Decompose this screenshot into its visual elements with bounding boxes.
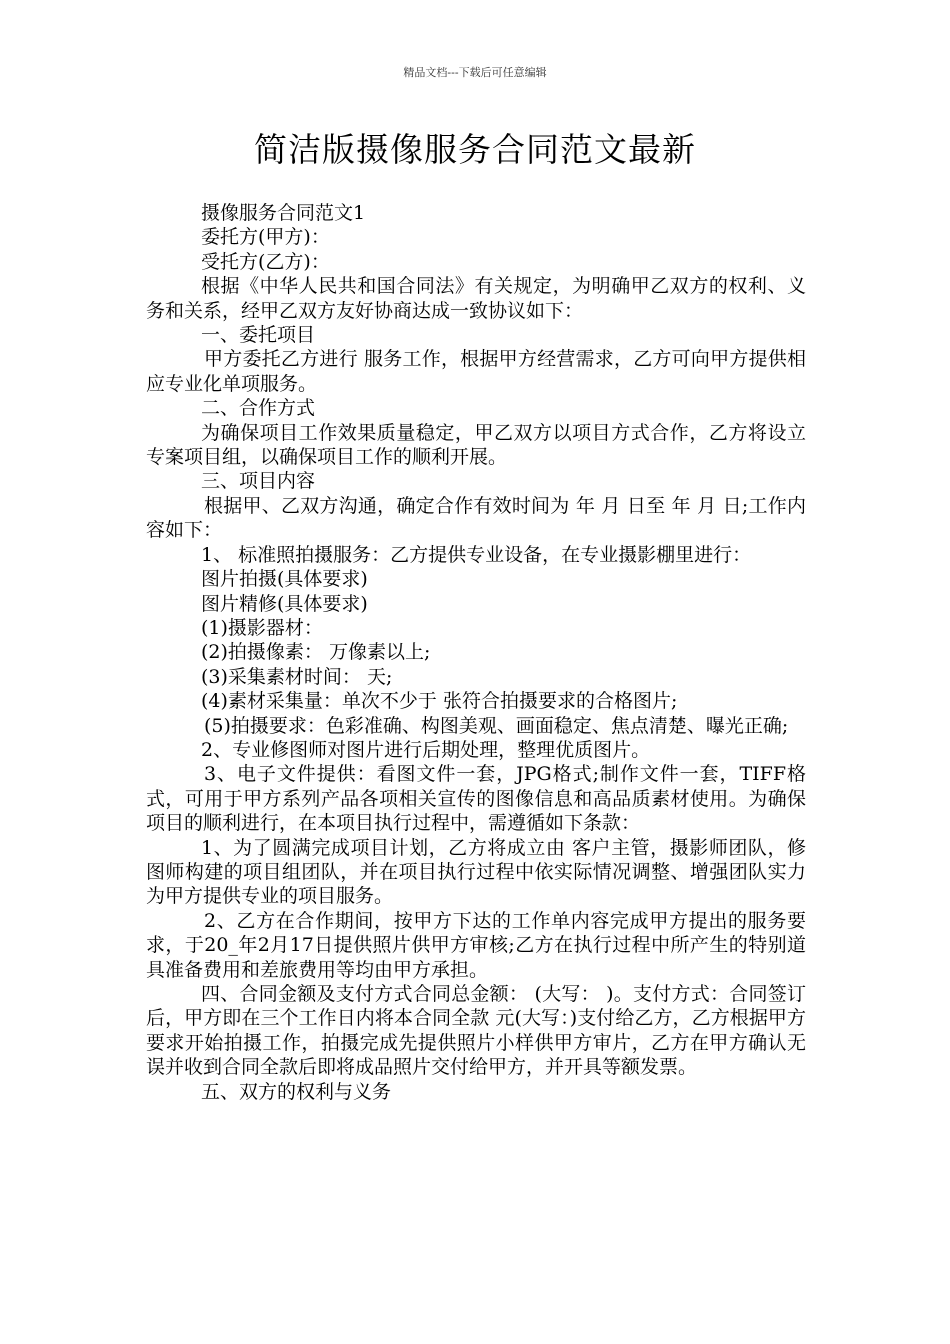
paragraph: 图片精修(具体要求) (201, 592, 368, 615)
paragraph: 三、项目内容 (201, 470, 316, 493)
paragraph: 图片拍摄(具体要求) (201, 568, 368, 591)
paragraph: 根据甲、乙双方沟通，确定合作有效时间为 年 月 日至 年 月 日;工作内容如下： (146, 494, 806, 542)
document-title: 简洁版摄像服务合同范文最新 (254, 130, 696, 169)
paragraph: (2)拍摄像素： 万像素以上; (201, 641, 431, 664)
paragraph: 根据《中华人民共和国合同法》有关规定，为明确甲乙双方的权利、义务和关系，经甲乙双方友好协商达成一致协议如下： (146, 275, 806, 322)
paragraph: 委托方(甲方)： (201, 226, 330, 249)
paragraph: (3)采集素材时间： 天; (201, 665, 393, 688)
paragraph: 一、委托项目 (201, 324, 316, 347)
paragraph: 四、合同金额及支付方式合同总金额： (大写： )。支付方式：合同签订后，甲方即在三个工作日内将本合同全款 元(大写：)支付给乙方，乙方根据甲方要求开始拍摄工作，拍摄完成先提供照片小样供甲方审片，乙方在甲方确认无误并收到合同全款后即将成品照片交付给甲方，并开具等额发票。 (146, 983, 806, 1079)
paragraph: 为确保项目工作效果质量稳定，甲乙双方以项目方式合作，乙方将设立专案项目组，以确保项目工作的顺利开展。 (146, 421, 806, 469)
paragraph: 1、为了圆满完成项目计划，乙方将成立由 客户主管，摄影师团队，修图师构建的项目组团队，并在项目执行过程中依实际情况调整、增强团队实力为甲方提供专业的项目服务。 (146, 836, 806, 908)
paragraph: (1)摄影器材： (201, 616, 323, 639)
paragraph: (4)素材采集量：单次不少于 张符合拍摄要求的合格图片; (201, 690, 678, 713)
paragraph: 摄像服务合同范文1 (201, 202, 366, 224)
paragraph: 二、合作方式 (201, 397, 316, 420)
paragraph: 1、 标准照拍摄服务：乙方提供专业设备，在专业摄影棚里进行： (201, 543, 752, 566)
paragraph: 2、专业修图师对图片进行后期处理，整理优质图片。 (201, 738, 651, 761)
header-note: 精品文档---下载后可任意编辑 (403, 66, 547, 79)
paragraph: (5)拍摄要求：色彩准确、构图美观、画面稳定、焦点清楚、曝光正确; (204, 714, 789, 737)
document-body (146, 201, 806, 1104)
paragraph: 2、乙方在合作期间，按甲方下达的工作单内容完成甲方提出的服务要求，于20_年2月17日提供照片供甲方审核;乙方在执行过程中所产生的特别道具准备费用和差旅费用等均由甲方承担。 (146, 909, 806, 981)
paragraph: 五、双方的权利与义务 (201, 1080, 392, 1103)
paragraph: 3、电子文件提供：看图文件一套，JPG格式;制作文件一套，TIFF格式，可用于甲方系列产品各项相关宣传的图像信息和高品质素材使用。为确保项目的顺利进行，在本项目执行过程中，需遵循如下条款： (146, 763, 806, 835)
paragraph: 受托方(乙方)： (201, 250, 330, 273)
paragraph: 甲方委托乙方进行 服务工作，根据甲方经营需求，乙方可向甲方提供相应专业化单项服务。 (146, 348, 806, 395)
